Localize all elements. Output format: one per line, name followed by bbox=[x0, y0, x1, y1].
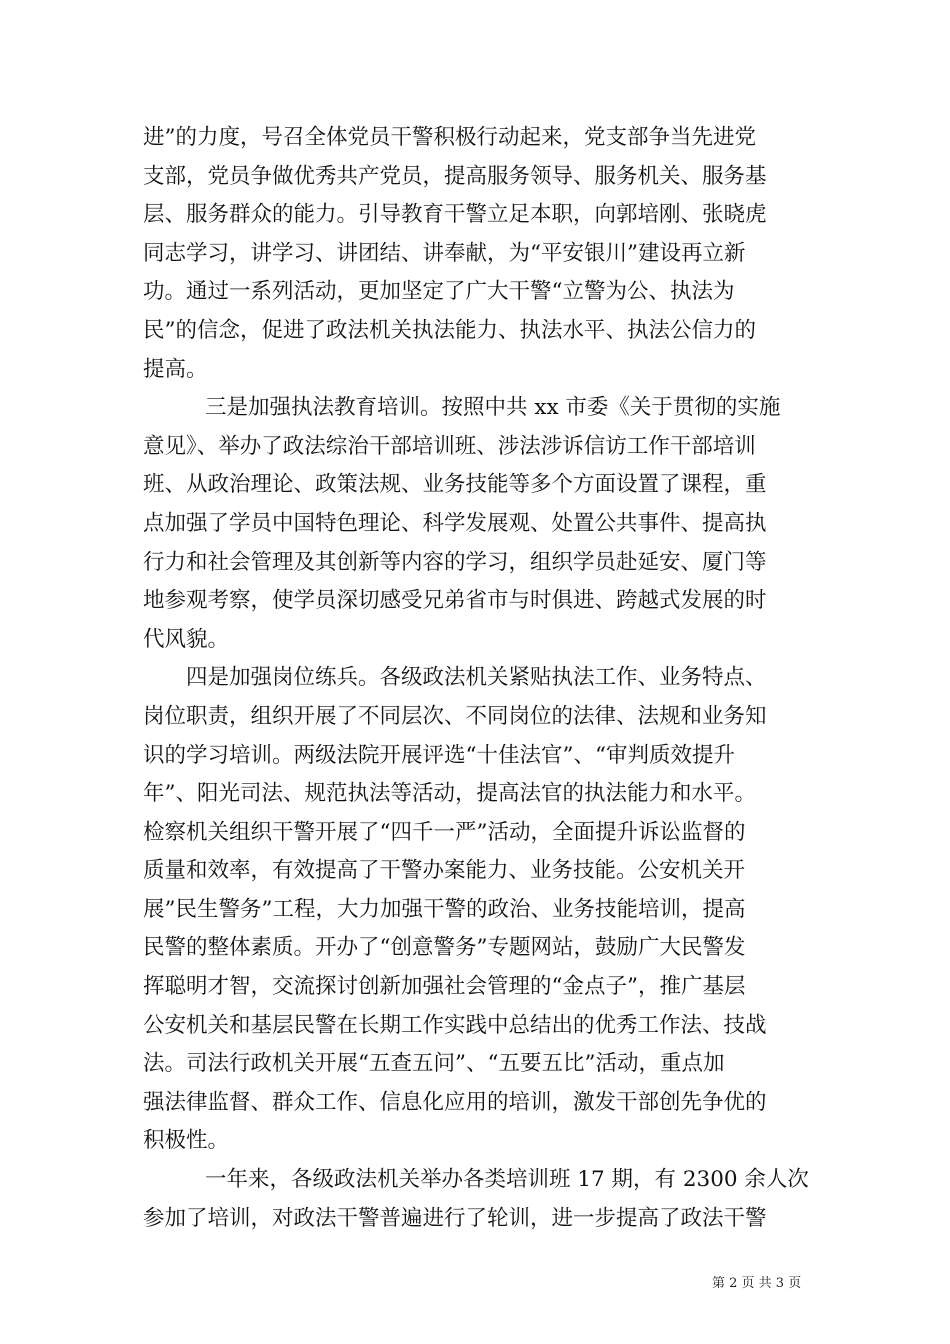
text-line: 强法律监督、群众工作、信息化应用的培训，激发干部创先争优的 bbox=[143, 1089, 767, 1115]
text-line: 民”的信念，促进了政法机关执法能力、执法水平、执法公信力的 bbox=[143, 317, 756, 343]
text-line: 层、服务群众的能力。引导教育干警立足本职，向郭培刚、张晓虎 bbox=[143, 202, 767, 228]
text-line: 班、从政治理论、政策法规、业务技能等多个方面设置了课程，重 bbox=[143, 472, 767, 498]
text-line: 检察机关组织干警开展了“四千一严”活动，全面提升诉讼监督的 bbox=[143, 819, 746, 845]
document-body bbox=[143, 119, 813, 1238]
text-line: 行力和社会管理及其创新等内容的学习，组织学员赴延安、厦门等 bbox=[143, 549, 767, 575]
text-line: 积极性。 bbox=[143, 1128, 230, 1154]
text-line: 参加了培训，对政法干警普遍进行了轮训，进一步提高了政法干警 bbox=[143, 1205, 767, 1231]
text-line: 地参观考察，使学员深切感受兄弟省市与时俱进、跨越式发展的时 bbox=[143, 588, 767, 614]
text-line: 同志学习，讲学习、讲团结、讲奉献，为“平安银川”建设再立新 bbox=[143, 240, 746, 266]
text-line: 民警的整体素质。开办了“创意警务”专题网站，鼓励广大民警发 bbox=[143, 935, 746, 961]
text-line: 点加强了学员中国特色理论、科学发展观、处置公共事件、提高执 bbox=[143, 510, 767, 536]
page-number: 第 2 页 共 3 页 bbox=[712, 1276, 802, 1291]
text-line: 公安机关和基层民警在长期工作实践中总结出的优秀工作法、技战 bbox=[143, 1012, 767, 1038]
text-line: 代风貌。 bbox=[143, 626, 230, 652]
text-line: 展”民生警务”工程，大力加强干警的政治、业务技能培训，提高 bbox=[143, 896, 746, 922]
text-line: 支部，党员争做优秀共产党员，提高服务领导、服务机关、服务基 bbox=[143, 163, 767, 189]
text-line: 岗位职责，组织开展了不同层次、不同岗位的法律、法规和业务知 bbox=[143, 703, 767, 729]
text-line: 功。通过一系列活动，更加坚定了广大干警“立警为公、执法为 bbox=[143, 279, 735, 305]
text-line: 识的学习培训。两级法院开展评选“十佳法官”、“审判质效提升 bbox=[143, 742, 735, 768]
text-line: 法。司法行政机关开展“五查五问”、“五要五比”活动，重点加 bbox=[143, 1051, 725, 1077]
paragraph-start-line: 一年来，各级政法机关举办各类培训班 17 期，有 2300 余人次 bbox=[205, 1167, 809, 1193]
text-line: 质量和效率，有效提高了干警办案能力、业务技能。公安机关开 bbox=[143, 858, 746, 884]
text-line: 意见》、举办了政法综治干部培训班、涉法涉诉信访工作干部培训 bbox=[143, 433, 756, 459]
text-line: 挥聪明才智，交流探讨创新加强社会管理的“金点子”，推广基层 bbox=[143, 974, 746, 1000]
paragraph-start-line: 三是加强执法教育培训。按照中共 xx 市委《关于贯彻的实施 bbox=[205, 395, 781, 421]
paragraph-start-line: 四是加强岗位练兵。各级政法机关紧贴执法工作、业务特点、 bbox=[186, 665, 767, 691]
text-line: 年”、阳光司法、规范执法等活动，提高法官的执法能力和水平。 bbox=[143, 781, 756, 807]
text-line: 进”的力度，号召全体党员干警积极行动起来，党支部争当先进党 bbox=[143, 125, 756, 150]
text-line: 提高。 bbox=[143, 356, 208, 382]
